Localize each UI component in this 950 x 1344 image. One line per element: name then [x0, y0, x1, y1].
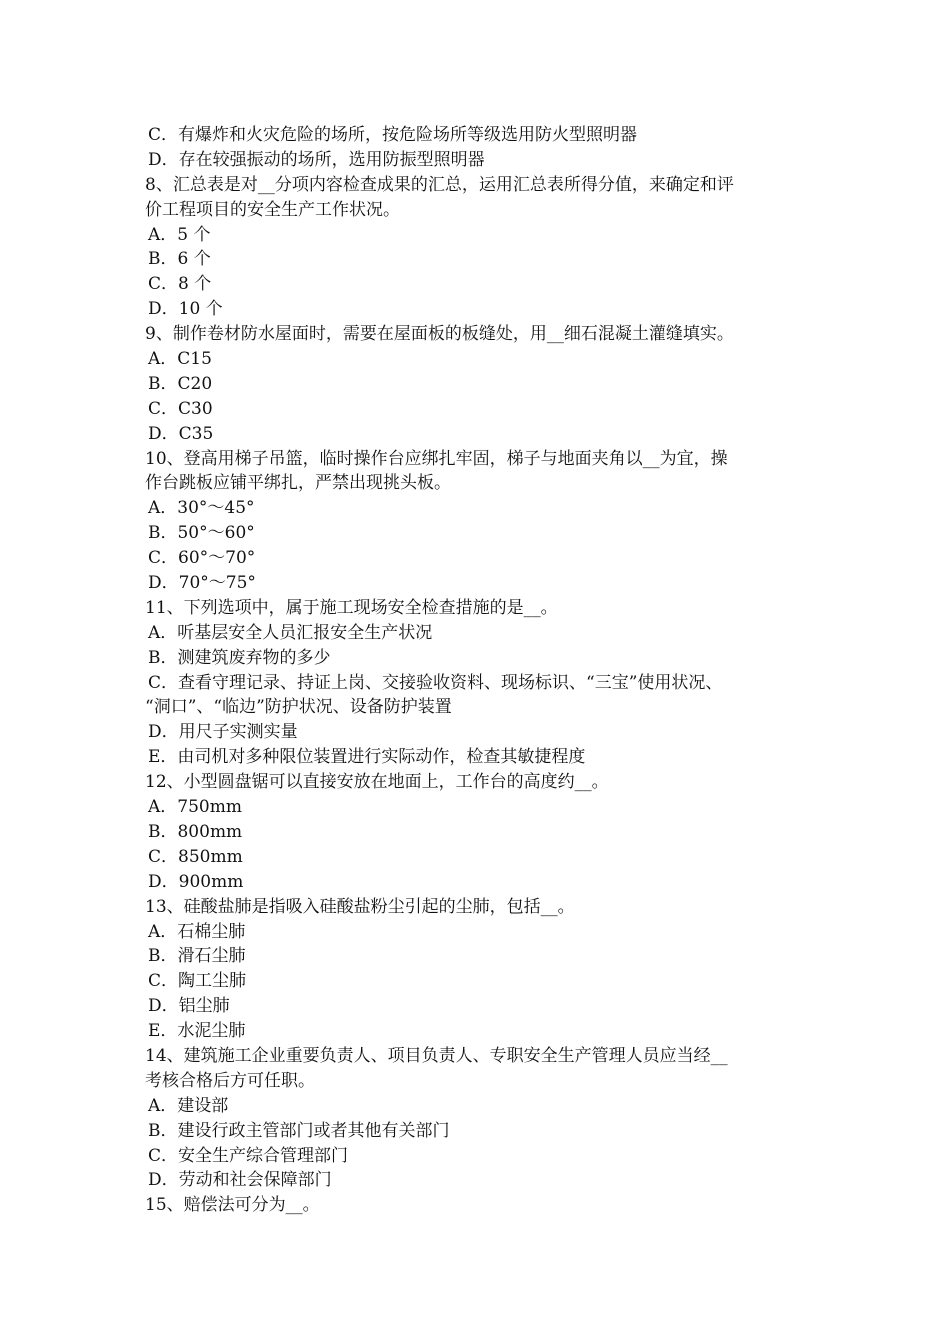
answer-option-line: B．50°～60°	[148, 523, 255, 544]
answer-option-line: D．70°～75°	[148, 573, 256, 594]
answer-option-line: B．滑石尘肺	[148, 946, 246, 967]
question-text-line: “洞口”、“临边”防护状况、设备防护装置	[145, 697, 452, 718]
answer-option-line: D．900mm	[148, 871, 244, 892]
answer-option-line: D．铝尘肺	[148, 996, 230, 1017]
question-text-line: 8、汇总表是对__分项内容检查成果的汇总，运用汇总表所得分值，来确定和评	[145, 174, 734, 195]
answer-option-line: C．8 个	[148, 274, 212, 295]
answer-option-line: A．750mm	[148, 797, 242, 818]
question-text-line: 14、建筑施工企业重要负责人、项目负责人、专职安全生产管理人员应当经__	[145, 1045, 728, 1066]
answer-option-line: B．C20	[148, 373, 213, 394]
question-text-line: 考核合格后方可任职。	[145, 1070, 315, 1091]
answer-option-line: D．劳动和社会保障部门	[148, 1170, 332, 1191]
question-text-line: 13、硅酸盐肺是指吸入硅酸盐粉尘引起的尘肺，包括__。	[145, 896, 575, 917]
question-text-line: 价工程项目的安全生产工作状况。	[145, 199, 400, 220]
question-text-line: 15、赔偿法可分为__。	[145, 1195, 320, 1216]
question-text-line: 作台跳板应铺平绑扎，严禁出现挑头板。	[145, 473, 451, 494]
answer-option-line: C．有爆炸和火灾危险的场所，按危险场所等级选用防火型照明器	[148, 125, 638, 145]
answer-option-line: B．800mm	[148, 821, 243, 842]
document-body	[145, 123, 835, 1218]
answer-option-line: D．存在较强振动的场所，选用防振型照明器	[148, 149, 485, 170]
answer-option-line: C．850mm	[148, 846, 243, 867]
answer-option-line: C．C30	[148, 398, 213, 419]
answer-option-line: E．水泥尘肺	[148, 1021, 246, 1042]
answer-option-line: B．测建筑废弃物的多少	[148, 647, 331, 668]
answer-option-line: C．陶工尘肺	[148, 971, 247, 992]
answer-option-line: D．10 个	[148, 299, 223, 320]
answer-option-line: E．由司机对多种限位装置进行实际动作，检查其敏捷程度	[148, 747, 586, 768]
answer-option-line: A．5 个	[148, 224, 211, 245]
answer-option-line: B．建设行政主管部门或者其他有关部门	[148, 1120, 450, 1141]
answer-option-line: B．6 个	[148, 249, 211, 270]
question-text-line: 9、制作卷材防水屋面时，需要在屋面板的板缝处，用__细石混凝土灌缝填实。	[145, 324, 734, 345]
answer-option-line: C．安全生产综合管理部门	[148, 1145, 349, 1166]
question-text-line: 10、登高用梯子吊篮，临时操作台应绑扎牢固，梯子与地面夹角以__为宜，操	[145, 448, 728, 469]
question-text-line: 12、小型圆盘锯可以直接安放在地面上，工作台的高度约__。	[145, 772, 609, 793]
answer-option-line: A．C15	[148, 349, 212, 370]
answer-option-line: A．30°～45°	[148, 498, 255, 519]
answer-option-line: D．用尺子实测实量	[148, 722, 298, 743]
answer-option-line: D．C35	[148, 423, 214, 444]
answer-option-line: A．石棉尘肺	[148, 921, 246, 942]
answer-option-line: C．查看守理记录、持证上岗、交接验收资料、现场标识、“三宝”使用状况、	[148, 672, 723, 693]
question-text-line: 11、下列选项中，属于施工现场安全检查措施的是__。	[145, 597, 558, 618]
answer-option-line: C．60°～70°	[148, 548, 256, 569]
answer-option-line: A．听基层安全人员汇报安全生产状况	[148, 622, 433, 643]
answer-option-line: A．建设部	[148, 1095, 229, 1116]
